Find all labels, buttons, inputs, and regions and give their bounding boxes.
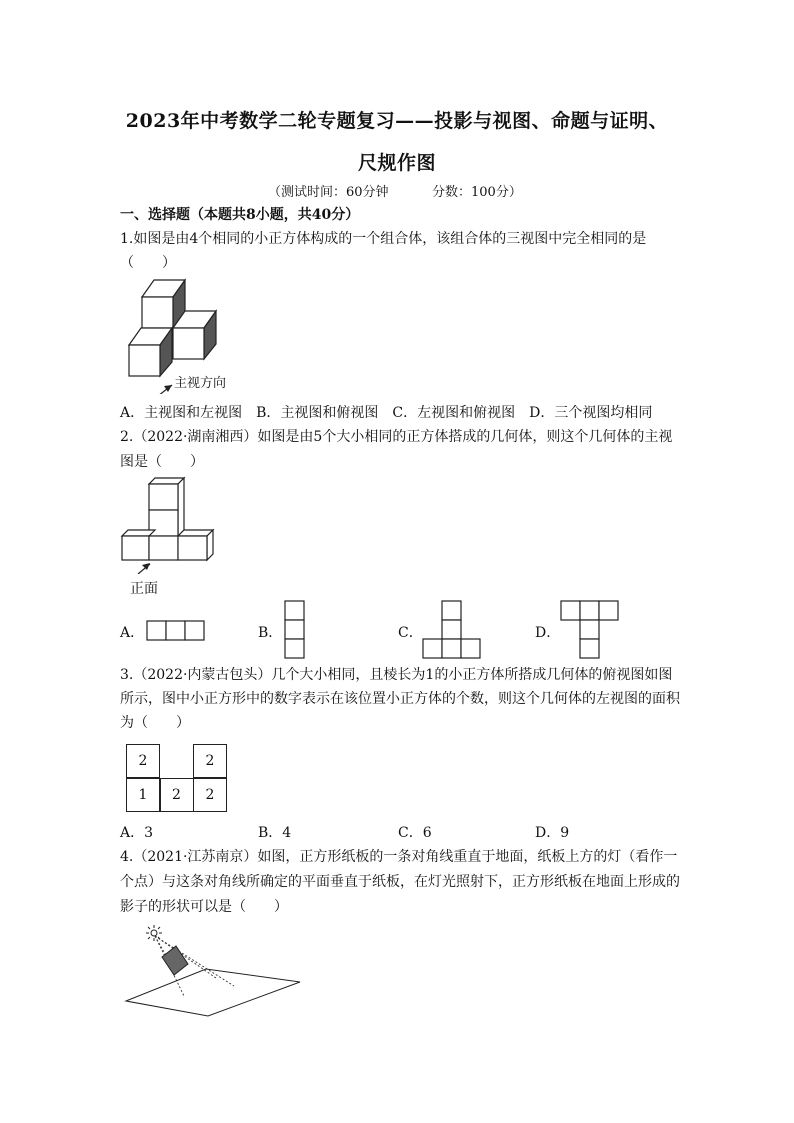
q2-bottom-cube-2 [149, 536, 178, 560]
q3-option-a: A．3 [120, 825, 154, 841]
q1-top-cube-front [142, 297, 173, 328]
q2-tower-side [178, 478, 184, 536]
q2-option-c-label: C． [398, 625, 423, 641]
q2-stem-line1: 2.（2022·湖南湘西）如图是由5个大小相同的正方体搭成的几何体，则这个几何体的主视 [120, 429, 673, 445]
q2-option-d-figure [560, 600, 622, 662]
q3-grid-cell: 2 [193, 744, 227, 778]
q3-grid-cell: 2 [193, 778, 227, 812]
q3-option-c: C．6 [398, 825, 432, 841]
q4-square-board [162, 946, 188, 975]
q1-paren: （ ） [120, 255, 176, 271]
q3-stem-line3: 为（ ） [120, 715, 190, 731]
q2-tower-cube-1 [149, 484, 178, 510]
q1-stem: 1.如图是由4个相同的小正方体构成的一个组合体，该组合体的三视图中完全相同的是 [120, 231, 647, 247]
q4-stem-line1: 4.（2021·江苏南京）如图，正方形纸板的一条对角线重直于地面，纸板上方的灯（看作一 [120, 849, 678, 865]
q4-stem-line3: 影子的形状可以是（ ） [120, 899, 288, 915]
q2-option-b-label: B． [258, 625, 283, 641]
section-heading: 一、选择题（本题共8小题，共40分） [120, 207, 360, 223]
q1-left-cube-front [129, 345, 160, 376]
q3-stem-line1: 3.（2022·内蒙古包头）几个大小相同，且棱长为1的小正方体所搭成几何体的俯视图如图 [120, 667, 673, 683]
q4-ground-plane [126, 969, 300, 1016]
q1-right-cube-front [173, 328, 204, 359]
q3-grid-cell: 2 [126, 744, 160, 778]
page-title-line1: 2023年中考数学二轮专题复习——投影与视图、命题与证明、 [125, 110, 669, 132]
time-info: （测试时间：60分钟 [268, 185, 389, 200]
q2-right-side [207, 530, 213, 560]
q1-figure-label: 主视方向 [174, 376, 227, 391]
q2-option-a-label: A． [120, 625, 145, 641]
q2-figure-label: 正面 [130, 581, 158, 597]
q2-bottom-cube-3 [178, 536, 207, 560]
q3-option-b: B．4 [258, 825, 292, 841]
q4-stem-line2: 个点）与这条对角线所确定的平面垂直于纸板，在灯光照射下，正方形纸板在地面上形成的 [120, 874, 680, 890]
score-info: 分数：100分） [432, 185, 522, 200]
q3-grid-cell: 1 [126, 778, 160, 812]
q4-lamp-figure [124, 924, 304, 1020]
page-title-line2: 尺规作图 [357, 152, 436, 174]
q2-cubes-figure [120, 474, 220, 574]
q3-grid-cell: 2 [160, 778, 194, 812]
q2-option-a-figure [146, 620, 208, 642]
q2-option-d-label: D． [535, 625, 561, 641]
q2-stem-line2: 图是（ ） [120, 454, 204, 470]
q2-option-c-figure [422, 600, 484, 662]
q3-stem-line2: 所示，图中小正方形中的数字表示在该位置小正方体的个数，则这个几何体的左视图的面积 [120, 691, 680, 707]
q2-bottom-cube-1 [122, 536, 149, 560]
q2-option-b-figure [284, 600, 308, 662]
q3-option-d: D．9 [535, 825, 570, 841]
q1-options: A．主视图和左视图 B．主视图和俯视图 C．左视图和俯视图 D．三个视图均相同 [120, 405, 653, 421]
q2-left-top [122, 530, 155, 536]
